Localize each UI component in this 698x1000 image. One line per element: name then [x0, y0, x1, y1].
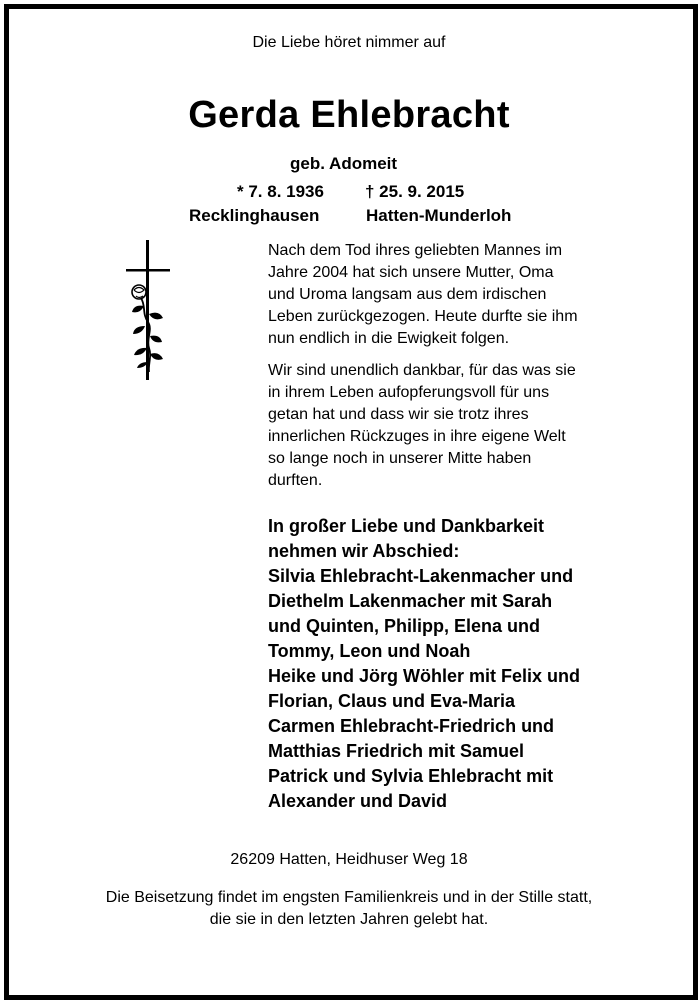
death-date: † 25. 9. 2015 — [365, 182, 465, 201]
paragraph-line: Leben zurückgezogen. Heute durfte sie ihm — [268, 308, 578, 325]
farewell-line: Diethelm Lakenmacher mit Sarah — [268, 591, 553, 611]
farewell-line: nehmen wir Abschied: — [268, 541, 460, 561]
farewell-line: und Quinten, Philipp, Elena und — [268, 616, 540, 636]
cross-with-rose-icon — [122, 240, 174, 382]
farewell-line: Florian, Claus und Eva-Maria — [268, 691, 516, 711]
farewell-line: Tommy, Leon und Noah — [268, 641, 471, 661]
paragraph-line: durften. — [268, 472, 323, 489]
paragraph-line: und Uroma langsam aus dem irdischen — [268, 286, 547, 303]
paragraph-line: Jahre 2004 hat sich unsere Mutter, Oma — [268, 264, 554, 281]
farewell-line: Heike und Jörg Wöhler mit Felix und — [268, 666, 581, 686]
farewell-line: Patrick und Sylvia Ehlebracht mit — [268, 766, 554, 786]
paragraph-line: Wir sind unendlich dankbar, für das was sie — [268, 362, 576, 379]
farewell-line: Carmen Ehlebracht-Friedrich und — [268, 716, 555, 736]
maiden-name: geb. Adomeit — [290, 154, 398, 173]
farewell-line: Alexander und David — [268, 791, 448, 811]
paragraph-line: Nach dem Tod ihres geliebten Mannes im — [268, 242, 563, 259]
farewell-line: In großer Liebe und Dankbarkeit — [268, 516, 545, 536]
farewell-line: Matthias Friedrich mit Samuel — [268, 741, 525, 761]
birth-place: Recklinghausen — [189, 206, 320, 225]
farewell-line: Silvia Ehlebracht-Lakenmacher und — [268, 566, 574, 586]
paragraph-1 — [268, 240, 640, 350]
paragraph-line: in ihrem Leben aufopferungsvoll für uns — [268, 384, 550, 401]
deceased-name: Gerda Ehlebracht — [188, 94, 510, 136]
paragraph-line: innerlichen Rückzuges in ihre eigene Welt — [268, 428, 566, 445]
paragraph-line: nun endlich in die Ewigkeit folgen. — [268, 330, 510, 347]
paragraph-line: getan hat und dass wir sie trotz ihres — [268, 406, 529, 423]
farewell-family-list — [268, 514, 648, 814]
motto: Die Liebe höret nimmer auf — [252, 34, 446, 51]
paragraph-2 — [268, 360, 640, 492]
paragraph-line: so lange noch in unserer Mitte haben — [268, 450, 532, 467]
death-place: Hatten-Munderloh — [366, 206, 512, 225]
family-address: 26209 Hatten, Heidhuser Weg 18 — [230, 851, 468, 868]
burial-notice — [40, 887, 658, 931]
birth-date: * 7. 8. 1936 — [237, 182, 324, 201]
burial-line: die sie in den letzten Jahren gelebt hat. — [209, 911, 489, 928]
burial-line: Die Beisetzung findet im engsten Familienkreis und in der Stille statt, — [105, 889, 593, 906]
